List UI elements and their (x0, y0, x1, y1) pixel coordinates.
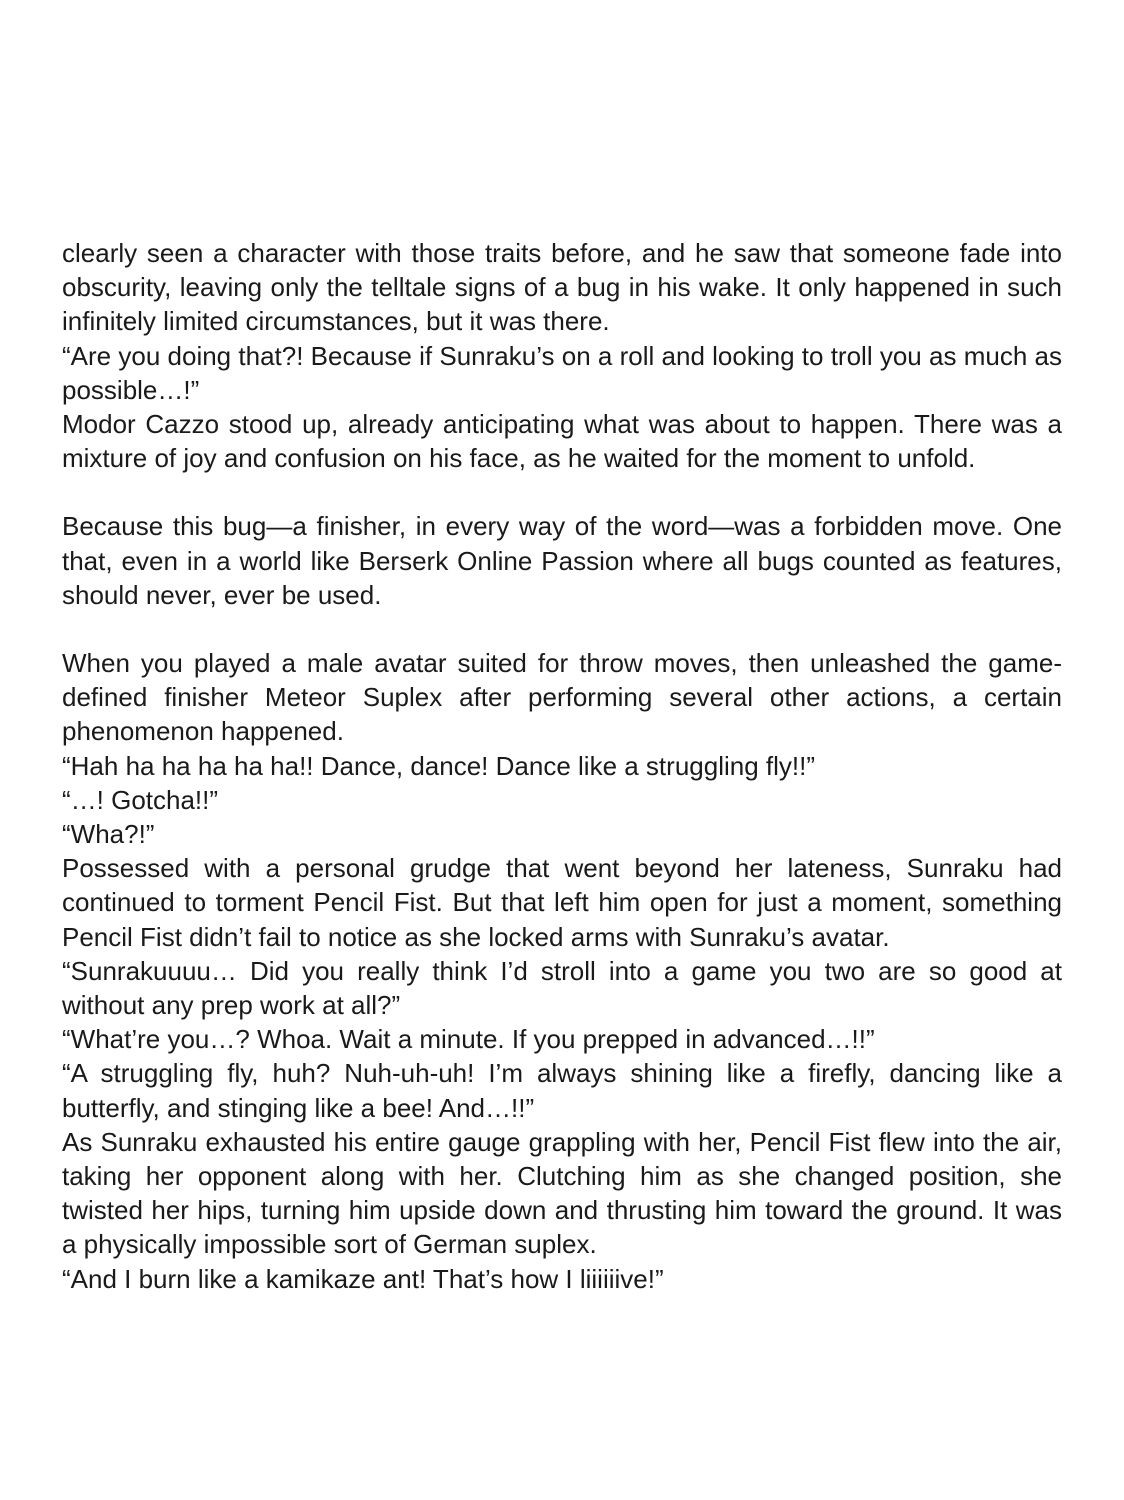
paragraph-11: “What’re you…? Whoa. Wait a minute. If you prepped in advanced…!!” (62, 1024, 875, 1055)
paragraph-13: As Sunraku exhausted his entire gauge grappling with her, Pencil Fist flew into the air, taking her opponent along with her. Clutching him as she changed position, she twisted her hips, turning him upside down and thrusting him toward the ground. It was a physically impossible sort of German suplex. (62, 1126, 1062, 1260)
paragraph-7: “…! Gotcha!!” (62, 784, 219, 815)
document-body (62, 236, 1062, 1296)
paragraph-1: clearly seen a character with those traits before, and he saw that someone fade into obscurity, leaving only the telltale signs of a bug in his wake. It only happened in such infinitely limited circumstances, but it was there. (62, 238, 1062, 337)
paragraph-6: “Hah ha ha ha ha ha!! Dance, dance! Dance like a struggling fly!!” (62, 750, 815, 781)
paragraph-10: “Sunrakuuuu… Did you really think I’d stroll into a game you two are so good at without any prep work at all?” (62, 955, 1062, 1021)
paragraph-gap (62, 475, 1062, 509)
paragraph-12: “A struggling fly, huh? Nuh-uh-uh! I’m always shining like a firefly, dancing like a butterfly, and stinging like a bee! And…!!” (62, 1058, 1062, 1123)
paragraph-3: Modor Cazzo stood up, already anticipating what was about to happen. There was a mixture of joy and confusion on his face, as he waited for the moment to unfold. (62, 409, 1062, 474)
paragraph-8: “Wha?!” (62, 819, 155, 850)
paragraph-4: Because this bug—a finisher, in every way of the word—was a forbidden move. One that, even in a world like Berserk Online Passion where all bugs counted as features, should never, ever be used. (62, 511, 1062, 610)
paragraph-14: “And I burn like a kamikaze ant! That’s how I liiiiiive!” (62, 1263, 664, 1294)
paragraph-5: When you played a male avatar suited for throw moves, then unleashed the game-defined finisher Meteor Suplex after performing several other actions, a certain phenomenon happened. (62, 648, 1062, 747)
paragraph-gap (62, 612, 1062, 646)
paragraph-9: Possessed with a personal grudge that went beyond her lateness, Sunraku had continued to torment Pencil Fist. But that left him open for just a moment, something Pencil Fist didn’t fail to notice as she locked arms with Sunraku’s avatar. (62, 853, 1062, 952)
paragraph-2: “Are you doing that?! Because if Sunraku’s on a roll and looking to troll you as much as possible…!” (62, 340, 1062, 405)
